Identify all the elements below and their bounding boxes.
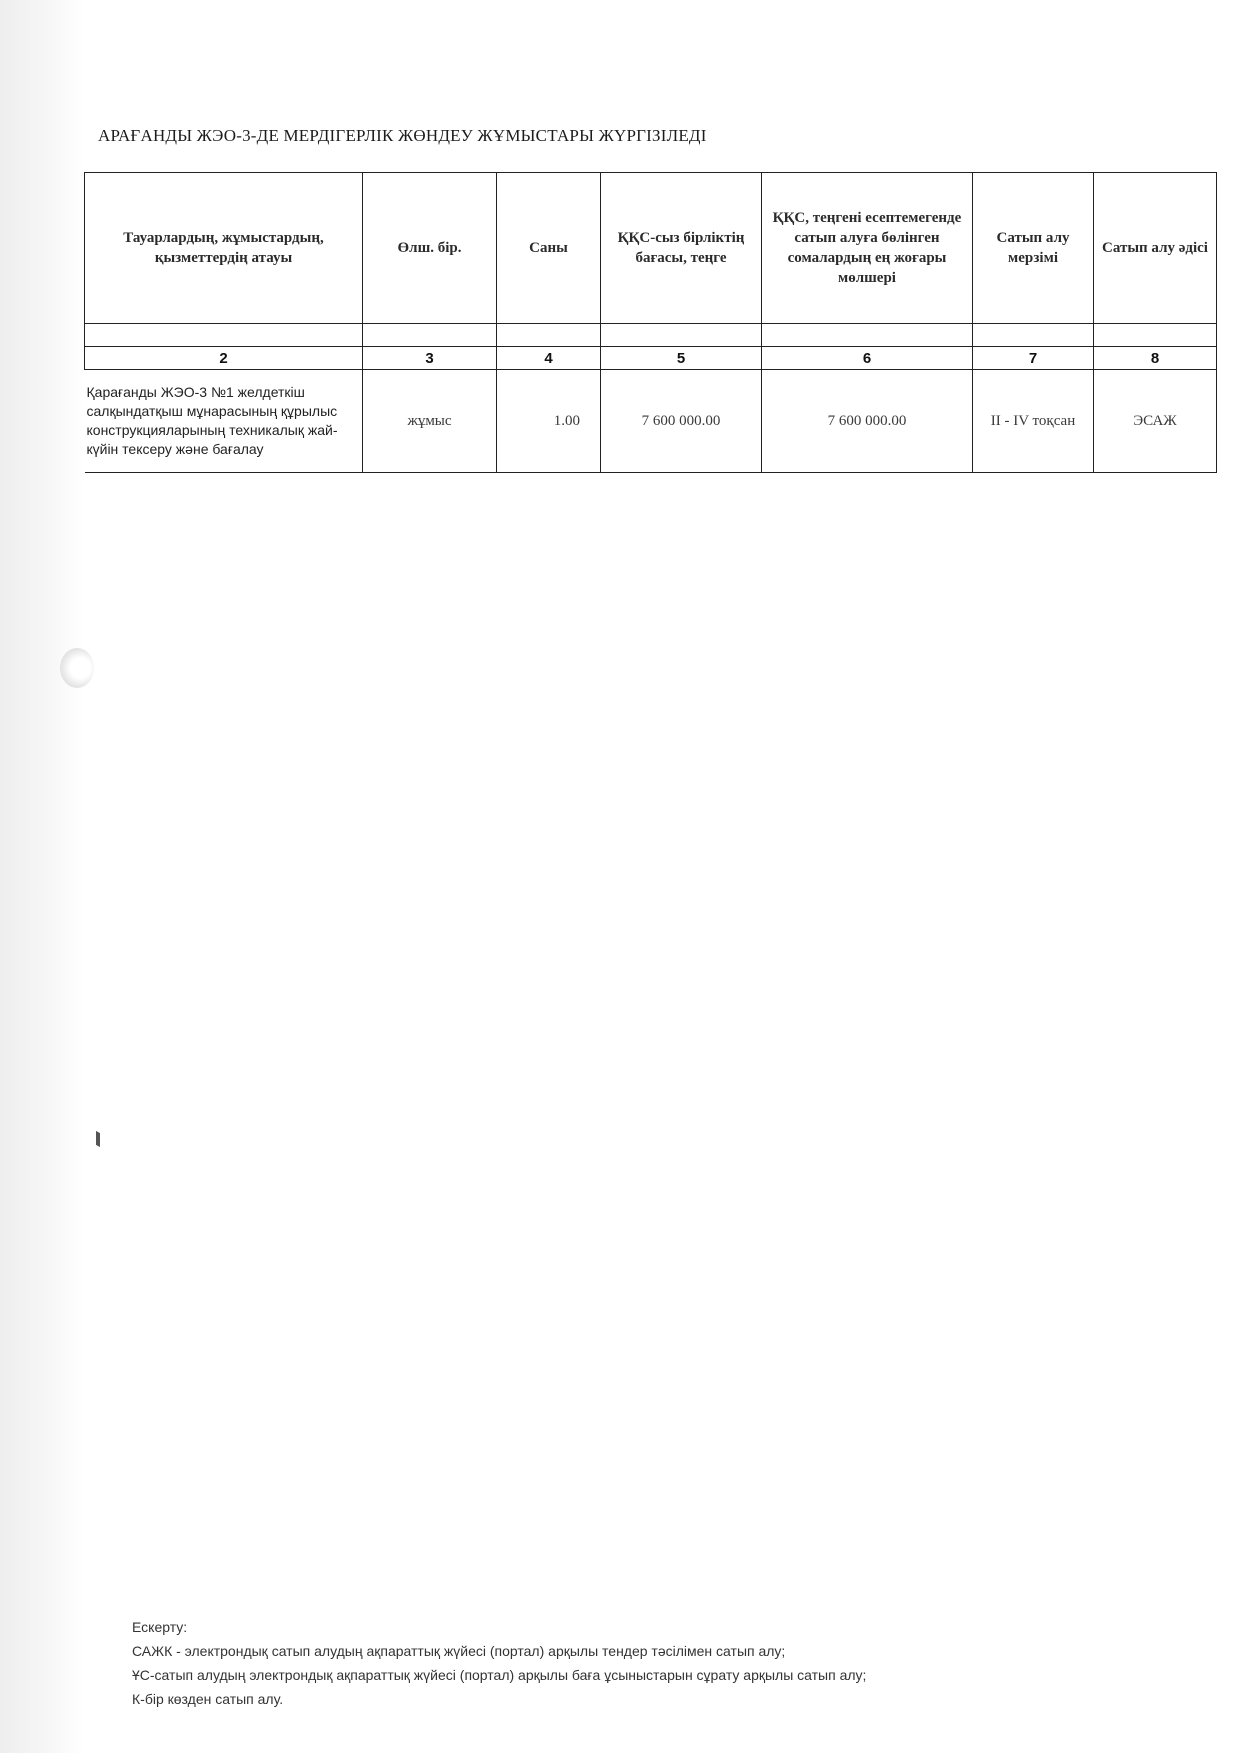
scan-page-edge [0, 0, 84, 1753]
cell-item-name: Қарағанды ЖЭО-3 №1 желдеткіш салқындатқыш мұнарасының құрылыс конструкцияларының техникалық жай-күйін тексеру және бағалау [85, 370, 363, 473]
column-number: 2 [85, 347, 363, 370]
procurement-table [84, 172, 1217, 473]
document-title: АРАҒАНДЫ ЖЭО-3-ДЕ МЕРДІГЕРЛІК ЖӨНДЕУ ЖҰМЫСТАРЫ ЖҮРГІЗІЛЕДІ [98, 126, 707, 145]
column-number-row [85, 347, 1217, 370]
header-max-amount: ҚҚС, теңгені есептемегенде сатып алуға бөлінген сомалардың ең жоғары мөлшері [762, 173, 973, 324]
header-unit: Өлш. бір. [363, 173, 497, 324]
header-quantity: Саны [497, 173, 601, 324]
binder-mark [96, 1131, 100, 1147]
note-line: ҰС-сатып алудың электрондық ақпараттық жүйесі (портал) арқылы баға ұсыныстарын сұрату арқылы сатып алу; [132, 1667, 867, 1683]
cell-method: ЭСАЖ [1094, 370, 1217, 473]
binder-hole [60, 648, 94, 688]
column-number: 6 [762, 347, 973, 370]
table-row [85, 370, 1217, 473]
table-spacer-row [85, 324, 1217, 347]
footnotes [132, 1615, 866, 1711]
header-item-name: Тауарлардың, жұмыстардың, қызметтердің атауы [85, 173, 363, 324]
column-number: 4 [497, 347, 601, 370]
header-unit-price: ҚҚС-сыз бірліктің бағасы, теңге [601, 173, 762, 324]
column-number: 3 [363, 347, 497, 370]
column-number: 7 [973, 347, 1094, 370]
header-period: Сатып алу мерзімі [973, 173, 1094, 324]
notes-heading: Ескерту: [132, 1619, 188, 1635]
cell-unit: жұмыс [363, 370, 497, 473]
cell-quantity: 1.00 [497, 370, 601, 473]
column-number: 5 [601, 347, 762, 370]
cell-unit-price: 7 600 000.00 [601, 370, 762, 473]
column-number: 8 [1094, 347, 1217, 370]
cell-max-amount: 7 600 000.00 [762, 370, 973, 473]
header-method: Сатып алу әдісі [1094, 173, 1217, 324]
note-line: САЖК - электрондық сатып алудың ақпараттық жүйесі (портал) арқылы тендер тәсілімен сатып алу; [132, 1643, 786, 1659]
table-header-row [85, 173, 1217, 324]
cell-period: II - IV тоқсан [973, 370, 1094, 473]
note-line: К-бір көзден сатып алу. [132, 1691, 284, 1707]
